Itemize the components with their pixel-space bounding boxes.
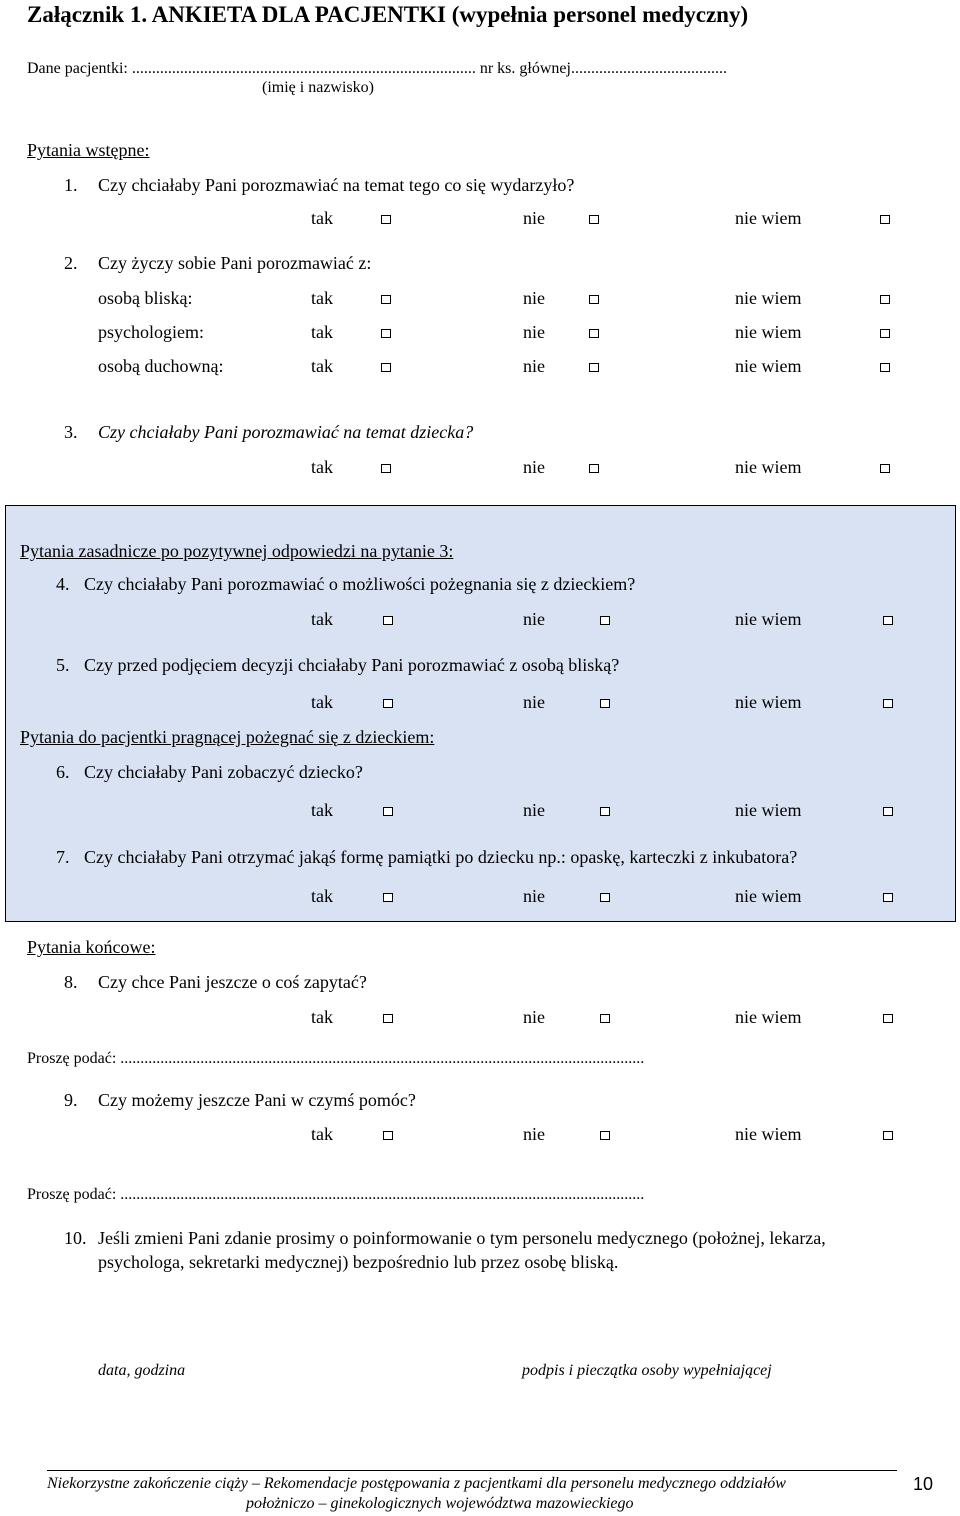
please-specify-line: Proszę podać: ................................................................................................................................... (27, 1050, 645, 1067)
q2-number: 2. (64, 253, 78, 273)
footer-line-1: Niekorzystne zakończenie ciąży – Rekomendacje postępowania z pacjentkami dla personelu medycznego oddziałów (47, 1475, 786, 1492)
option-nie-label: nie (523, 609, 545, 629)
q2-row-label: psychologiem: (98, 322, 204, 342)
checkbox[interactable] (600, 893, 610, 902)
footer-divider (47, 1470, 897, 1471)
please-specify-line: Proszę podać: ................................................................................................................................... (27, 1186, 645, 1203)
checkbox[interactable] (883, 1014, 893, 1023)
patient-data-line: Dane pacjentki: ...................................................................................... nr ks. głównej....................................... (27, 60, 727, 77)
checkbox[interactable] (883, 807, 893, 816)
option-nie-wiem-label: nie wiem (735, 288, 802, 308)
option-nie-label: nie (523, 692, 545, 712)
q4-text: Czy chciałaby Pani porozmawiać o możliwości pożegnania się z dzieckiem? (84, 574, 636, 594)
option-nie-wiem-label: nie wiem (735, 1124, 802, 1144)
checkbox[interactable] (383, 893, 393, 902)
option-nie-label: nie (523, 1124, 545, 1144)
q2-row-label: osobą bliską: (98, 288, 193, 308)
checkbox[interactable] (883, 1131, 893, 1140)
checkbox[interactable] (600, 1014, 610, 1023)
option-tak-label: tak (311, 1007, 333, 1027)
option-tak-label: tak (311, 288, 333, 308)
option-tak-label: tak (311, 356, 333, 376)
checkbox[interactable] (383, 616, 393, 625)
q1-number: 1. (64, 175, 78, 195)
q8-text: Czy chce Pani jeszcze o coś zapytać? (98, 972, 367, 992)
q4-number: 4. (56, 574, 70, 594)
q6-number: 6. (56, 762, 70, 782)
main-section-heading: Pytania zasadnicze po pozytywnej odpowiedzi na pytanie 3: (20, 541, 454, 561)
option-nie-label: nie (523, 886, 545, 906)
checkbox[interactable] (383, 1014, 393, 1023)
checkbox[interactable] (383, 1131, 393, 1140)
option-nie-wiem-label: nie wiem (735, 692, 802, 712)
q8-number: 8. (64, 972, 78, 992)
option-nie-wiem-label: nie wiem (735, 609, 802, 629)
checkbox[interactable] (883, 893, 893, 902)
date-time-label: data, godzina (98, 1362, 186, 1379)
q5-text: Czy przed podjęciem decyzji chciałaby Pani porozmawiać z osobą bliską? (84, 655, 620, 675)
checkbox[interactable] (600, 1131, 610, 1140)
option-tak-label: tak (311, 886, 333, 906)
option-nie-label: nie (523, 288, 545, 308)
option-tak-label: tak (311, 208, 333, 228)
q5-number: 5. (56, 655, 70, 675)
signature-stamp-label: podpis i pieczątka osoby wypełniającej (522, 1362, 772, 1379)
option-tak-label: tak (311, 609, 333, 629)
checkbox[interactable] (381, 464, 391, 473)
checkbox[interactable] (589, 295, 599, 304)
checkbox[interactable] (383, 699, 393, 708)
farewell-section-heading: Pytania do pacjentki pragnącej pożegnać się z dzieckiem: (20, 727, 435, 747)
page-number: 10 (913, 1474, 934, 1494)
checkbox[interactable] (883, 616, 893, 625)
checkbox[interactable] (880, 329, 890, 338)
page-title: Załącznik 1. ANKIETA DLA PACJENTKI (wypełnia personel medyczny) (27, 2, 749, 27)
option-nie-label: nie (523, 356, 545, 376)
checkbox[interactable] (600, 699, 610, 708)
checkbox[interactable] (381, 329, 391, 338)
patient-name-caption: (imię i nazwisko) (262, 79, 374, 96)
option-nie-label: nie (523, 208, 545, 228)
intro-section-heading: Pytania wstępne: (27, 140, 150, 160)
checkbox[interactable] (381, 363, 391, 372)
option-tak-label: tak (311, 692, 333, 712)
option-nie-wiem-label: nie wiem (735, 208, 802, 228)
option-nie-label: nie (523, 1007, 545, 1027)
q9-number: 9. (64, 1090, 78, 1110)
q10-number: 10. (64, 1228, 87, 1248)
q7-number: 7. (56, 847, 70, 867)
option-nie-label: nie (523, 800, 545, 820)
checkbox[interactable] (589, 464, 599, 473)
option-tak-label: tak (311, 457, 333, 477)
option-nie-wiem-label: nie wiem (735, 322, 802, 342)
checkbox[interactable] (589, 329, 599, 338)
checkbox[interactable] (880, 464, 890, 473)
option-nie-label: nie (523, 457, 545, 477)
q1-text: Czy chciałaby Pani porozmawiać na temat tego co się wydarzyło? (98, 175, 575, 195)
q9-text: Czy możemy jeszcze Pani w czymś pomóc? (98, 1090, 416, 1110)
q3-number: 3. (64, 422, 78, 442)
checkbox[interactable] (381, 295, 391, 304)
q10-text-line2: psychologa, sekretarki medycznej) bezpośrednio lub przez osobę bliską. (98, 1252, 619, 1272)
q7-text: Czy chciałaby Pani otrzymać jakąś formę pamiątki po dziecku np.: opaskę, karteczki z inkubatora? (84, 847, 798, 867)
q10-text-line1: Jeśli zmieni Pani zdanie prosimy o poinformowanie o tym personelu medycznego (położnej, lekarza, (98, 1228, 826, 1248)
checkbox[interactable] (589, 363, 599, 372)
option-nie-wiem-label: nie wiem (735, 886, 802, 906)
option-nie-wiem-label: nie wiem (735, 356, 802, 376)
checkbox[interactable] (383, 807, 393, 816)
option-nie-label: nie (523, 322, 545, 342)
q2-text: Czy życzy sobie Pani porozmawiać z: (98, 253, 372, 273)
checkbox[interactable] (381, 215, 391, 224)
checkbox[interactable] (589, 215, 599, 224)
q3-text: Czy chciałaby Pani porozmawiać na temat dziecka? (98, 422, 474, 442)
option-nie-wiem-label: nie wiem (735, 800, 802, 820)
checkbox[interactable] (600, 807, 610, 816)
footer-line-2: położniczo – ginekologicznych województwa mazowieckiego (246, 1495, 634, 1512)
q6-text: Czy chciałaby Pani zobaczyć dziecko? (84, 762, 363, 782)
checkbox[interactable] (883, 699, 893, 708)
option-tak-label: tak (311, 800, 333, 820)
option-tak-label: tak (311, 1124, 333, 1144)
option-nie-wiem-label: nie wiem (735, 1007, 802, 1027)
checkbox[interactable] (600, 616, 610, 625)
checkbox[interactable] (880, 363, 890, 372)
checkbox[interactable] (880, 215, 890, 224)
final-section-heading: Pytania końcowe: (27, 937, 156, 957)
q2-row-label: osobą duchowną: (98, 356, 224, 376)
option-tak-label: tak (311, 322, 333, 342)
option-nie-wiem-label: nie wiem (735, 457, 802, 477)
checkbox[interactable] (880, 295, 890, 304)
